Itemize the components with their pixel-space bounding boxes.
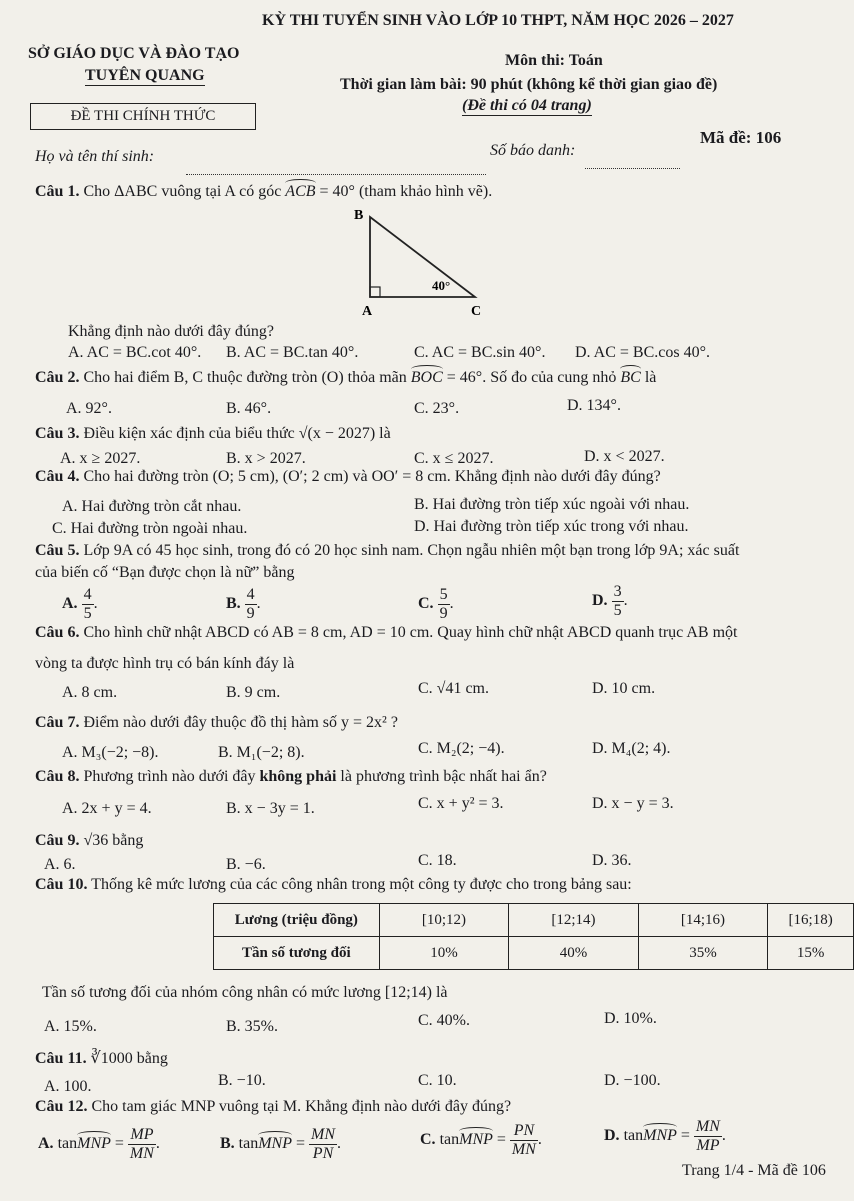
q1-option-c[interactable]: C. AC = BC.sin 40°. xyxy=(414,344,546,361)
table-header-cell: [12;14) xyxy=(509,904,639,937)
department-name: SỞ GIÁO DỤC VÀ ĐÀO TẠO xyxy=(28,45,240,62)
q12-option-b-letter: B. xyxy=(220,1135,235,1153)
q3-option-b[interactable]: B. x > 2027. xyxy=(226,450,306,467)
question-4 xyxy=(35,468,661,486)
q5-a-numerator: 4 xyxy=(83,586,92,603)
question-8-text-emphasis: không phải xyxy=(259,768,337,785)
exam-code: Mã đề: 106 xyxy=(700,128,782,147)
vertex-a-label: A xyxy=(362,304,373,319)
question-5-text-2: của biến cố “Bạn được chọn là nữ” bằng xyxy=(35,564,295,581)
question-3-text: Điều kiện xác định của biểu thức √(x − 2027) là xyxy=(83,425,391,442)
pages-note: (Đề thi có 04 trang) xyxy=(462,97,592,114)
question-2-label: Câu 2. xyxy=(35,369,80,386)
question-8-text-a: Phương trình nào dưới đây xyxy=(83,768,256,785)
time-line: Thời gian làm bài: 90 phút (không kể thời gian giao đề) xyxy=(340,76,718,93)
q10-option-a[interactable]: A. 15%. xyxy=(44,1018,97,1035)
question-7 xyxy=(35,714,398,732)
q5-option-c-letter: C. xyxy=(418,595,434,613)
q8-option-d[interactable]: D. x − y = 3. xyxy=(592,795,674,812)
q8-option-b[interactable]: B. x − 3y = 1. xyxy=(226,800,315,817)
question-9-label: Câu 9. xyxy=(35,832,80,849)
q12-angle: MNP xyxy=(77,1135,111,1153)
question-1-angle: ACB xyxy=(285,183,316,200)
q12-angle: MNP xyxy=(643,1127,677,1145)
q11-option-b[interactable]: B. −10. xyxy=(218,1072,266,1089)
question-8 xyxy=(35,768,547,786)
q12-angle: MNP xyxy=(258,1135,292,1153)
q12-option-d-letter: D. xyxy=(604,1127,620,1145)
q4-option-b[interactable]: B. Hai đường tròn tiếp xúc ngoài với nhau. xyxy=(414,496,690,513)
table-header-cell: [16;18) xyxy=(768,904,854,937)
question-7-text: Điểm nào dưới đây thuộc đồ thị hàm số y = 2x² ? xyxy=(83,714,398,731)
q10-option-d[interactable]: D. 10%. xyxy=(604,1010,657,1027)
q12-d-numerator: MN xyxy=(695,1118,720,1135)
tan-function: tan xyxy=(623,1127,644,1145)
q4-option-d[interactable]: D. Hai đường tròn tiếp xúc trong với nhau. xyxy=(414,518,689,535)
q1-option-b[interactable]: B. AC = BC.tan 40°. xyxy=(226,344,359,361)
question-8-label: Câu 8. xyxy=(35,768,80,785)
q5-b-numerator: 4 xyxy=(246,586,255,603)
official-exam-label: ĐỀ THI CHÍNH THỨC xyxy=(30,103,256,130)
question-6-label: Câu 6. xyxy=(35,624,80,641)
question-4-label: Câu 4. xyxy=(35,468,80,485)
q12-option-b[interactable]: B. tanMNP = $\frac{MN}{PN}$ . xyxy=(220,1126,342,1162)
vertex-c-label: C xyxy=(471,304,482,319)
q5-d-denominator: 5 xyxy=(613,602,622,619)
table-row xyxy=(214,904,854,937)
student-name-label: Họ và tên thí sinh: xyxy=(35,148,155,165)
question-3 xyxy=(35,425,391,443)
vertex-b-label: B xyxy=(354,208,364,223)
table-header-cell: [10;12) xyxy=(379,904,509,937)
q4-option-c[interactable]: C. Hai đường tròn ngoài nhau. xyxy=(52,520,248,537)
table-cell: 35% xyxy=(638,937,768,970)
question-1 xyxy=(35,183,492,201)
q5-option-b-letter: B. xyxy=(226,595,241,613)
question-2-text-c: là xyxy=(644,369,657,386)
table-cell: 40% xyxy=(509,937,639,970)
q6-option-c[interactable]: C. √41 cm. xyxy=(418,680,489,697)
q12-option-c[interactable]: C. tanMNP = $\frac{PN}{MN}$ . xyxy=(420,1122,542,1158)
q5-option-a[interactable]: A. $\frac{4}{5}$ . xyxy=(62,586,98,622)
question-3-label: Câu 3. xyxy=(35,425,80,442)
q12-option-a[interactable]: A. tanMNP = $\frac{MP}{MN}$ . xyxy=(38,1126,160,1162)
q5-option-a-letter: A. xyxy=(62,595,78,613)
question-11 xyxy=(35,1048,168,1068)
q10-option-c[interactable]: C. 40%. xyxy=(418,1012,470,1029)
question-1-text-a: Cho ΔABC vuông tại A có góc xyxy=(83,183,282,200)
q12-option-a-letter: A. xyxy=(38,1135,54,1153)
q2-option-a[interactable]: A. 92°. xyxy=(66,400,112,417)
tan-function: tan xyxy=(238,1135,259,1153)
question-1-prompt: Khẳng định nào dưới đây đúng? xyxy=(68,323,274,340)
province-name: TUYÊN QUANG xyxy=(85,67,205,84)
q5-option-d[interactable]: D. $\frac{3}{5}$ . xyxy=(592,583,628,619)
q12-b-numerator: MN xyxy=(311,1126,336,1143)
q9-option-c[interactable]: C. 18. xyxy=(418,852,457,869)
question-10 xyxy=(35,876,632,894)
q5-c-numerator: 5 xyxy=(439,586,448,603)
question-2 xyxy=(35,369,656,387)
salary-table xyxy=(213,903,854,970)
q6-option-d[interactable]: D. 10 cm. xyxy=(592,680,656,697)
q12-b-denominator: PN xyxy=(312,1145,334,1162)
q8-option-a[interactable]: A. 2x + y = 4. xyxy=(62,800,152,817)
q5-c-denominator: 9 xyxy=(439,605,448,622)
question-11-label: Câu 11. xyxy=(35,1050,87,1067)
q3-option-a[interactable]: A. x ≥ 2027. xyxy=(60,450,141,467)
question-5 xyxy=(35,542,739,560)
question-10-label: Câu 10. xyxy=(35,876,88,893)
candidate-number-field xyxy=(585,156,680,174)
q3-option-c[interactable]: C. x ≤ 2027. xyxy=(414,450,494,467)
question-9-text: √36 bằng xyxy=(83,832,144,849)
question-2-text-a: Cho hai điểm B, C thuộc đường tròn (O) thỏa mãn xyxy=(83,369,407,386)
q10-option-b[interactable]: B. 35%. xyxy=(226,1018,278,1035)
q9-option-d[interactable]: D. 36. xyxy=(592,852,632,869)
q1-option-a[interactable]: A. AC = BC.cot 40°. xyxy=(68,344,202,361)
q12-option-d[interactable]: D. tanMNP = $\frac{MN}{MP}$ . xyxy=(604,1118,726,1154)
q11-option-c[interactable]: C. 10. xyxy=(418,1072,457,1089)
question-10-prompt: Tần số tương đối của nhóm công nhân có mức lương [12;14) là xyxy=(42,984,448,1001)
question-8-text-b: là phương trình bậc nhất hai ẩn? xyxy=(340,768,547,785)
q12-c-denominator: MN xyxy=(511,1141,536,1158)
q5-a-denominator: 5 xyxy=(83,605,92,622)
q11-option-a[interactable]: A. 100. xyxy=(44,1078,92,1095)
question-2-arc-boc: BOC xyxy=(410,369,443,386)
q12-a-denominator: MN xyxy=(129,1145,154,1162)
q1-option-d[interactable]: D. AC = BC.cos 40°. xyxy=(575,344,710,361)
q7-option-a[interactable]: A. M₃(−2; −8). xyxy=(62,744,159,761)
q12-a-numerator: MP xyxy=(128,1126,156,1145)
q5-option-b[interactable]: B. $\frac{4}{9}$ . xyxy=(226,586,261,622)
question-6 xyxy=(35,624,737,642)
question-10-text: Thống kê mức lương của các công nhân trong một công ty được cho trong bảng sau: xyxy=(91,876,632,893)
q7-option-c[interactable]: C. M₂(2; −4). xyxy=(418,740,505,757)
q12-c-numerator: PN xyxy=(510,1122,538,1141)
table-cell: 15% xyxy=(768,937,854,970)
q6-option-b[interactable]: B. 9 cm. xyxy=(226,684,281,701)
candidate-number-label: Số báo danh: xyxy=(490,142,576,159)
question-12-text: Cho tam giác MNP vuông tại M. Khẳng định nào dưới đây đúng? xyxy=(91,1098,512,1115)
q7-option-b[interactable]: B. M₁(−2; 8). xyxy=(218,744,305,761)
question-11-text: ∛1000 bằng xyxy=(90,1050,168,1067)
triangle-figure xyxy=(340,205,500,320)
question-5-label: Câu 5. xyxy=(35,542,80,559)
q11-option-d[interactable]: D. −100. xyxy=(604,1072,661,1089)
q12-option-c-letter: C. xyxy=(420,1131,436,1149)
subject-line: Môn thi: Toán xyxy=(505,52,603,69)
table-cell: Tần số tương đối xyxy=(214,937,380,970)
q6-option-a[interactable]: A. 8 cm. xyxy=(62,684,118,701)
question-4-text: Cho hai đường tròn (O; 5 cm), (O′; 2 cm) và OO′ = 8 cm. Khẳng định nào dưới đây đúng? xyxy=(83,468,661,485)
q3-option-d[interactable]: D. x < 2027. xyxy=(584,448,665,465)
question-7-label: Câu 7. xyxy=(35,714,80,731)
q4-option-a[interactable]: A. Hai đường tròn cắt nhau. xyxy=(62,498,242,515)
q2-option-b[interactable]: B. 46°. xyxy=(226,400,272,417)
q9-option-b[interactable]: B. −6. xyxy=(226,856,266,873)
question-2-text-b: = 46°. Số đo của cung nhỏ xyxy=(446,369,617,386)
angle-label: 40° xyxy=(432,278,451,293)
student-name-field xyxy=(186,162,486,180)
question-9 xyxy=(35,832,143,850)
q2-option-d[interactable]: D. 134°. xyxy=(567,397,621,414)
q12-angle: MNP xyxy=(459,1131,493,1149)
q5-b-denominator: 9 xyxy=(246,605,255,622)
question-12-label: Câu 12. xyxy=(35,1098,88,1115)
question-1-text-b: = 40° (tham khảo hình vẽ). xyxy=(319,183,493,200)
tan-function: tan xyxy=(57,1135,78,1153)
table-header-cell: [14;16) xyxy=(638,904,768,937)
question-6-text-1: Cho hình chữ nhật ABCD có AB = 8 cm, AD = 10 cm. Quay hình chữ nhật ABCD quanh trục AB một xyxy=(83,624,738,641)
table-cell: 10% xyxy=(379,937,509,970)
question-2-arc-bc: BC xyxy=(620,369,641,386)
table-header-cell: Lương (triệu đồng) xyxy=(214,904,380,937)
q5-option-d-letter: D. xyxy=(592,592,608,610)
question-12 xyxy=(35,1098,511,1116)
tan-function: tan xyxy=(439,1131,460,1149)
exam-title: KỲ THI TUYỂN SINH VÀO LỚP 10 THPT, NĂM HỌC 2026 – 2027 xyxy=(262,12,734,29)
question-5-text-1: Lớp 9A có 45 học sinh, trong đó có 20 học sinh nam. Chọn ngẫu nhiên một bạn trong lớp 9A; xác suất xyxy=(83,542,740,559)
question-1-label: Câu 1. xyxy=(35,183,80,200)
q12-d-denominator: MP xyxy=(696,1137,720,1154)
q2-option-c[interactable]: C. 23°. xyxy=(414,400,460,417)
question-6-text-2: vòng ta được hình trụ có bán kính đáy là xyxy=(35,655,295,672)
q7-option-d[interactable]: D. M₄(2; 4). xyxy=(592,740,671,757)
q5-option-c[interactable]: C. $\frac{5}{9}$ . xyxy=(418,586,454,622)
q8-option-c[interactable]: C. x + y² = 3. xyxy=(418,795,504,812)
q9-option-a[interactable]: A. 6. xyxy=(44,856,76,873)
q5-d-numerator: 3 xyxy=(613,583,622,600)
page-footer: Trang 1/4 - Mã đề 106 xyxy=(682,1162,826,1179)
table-row xyxy=(214,937,854,970)
